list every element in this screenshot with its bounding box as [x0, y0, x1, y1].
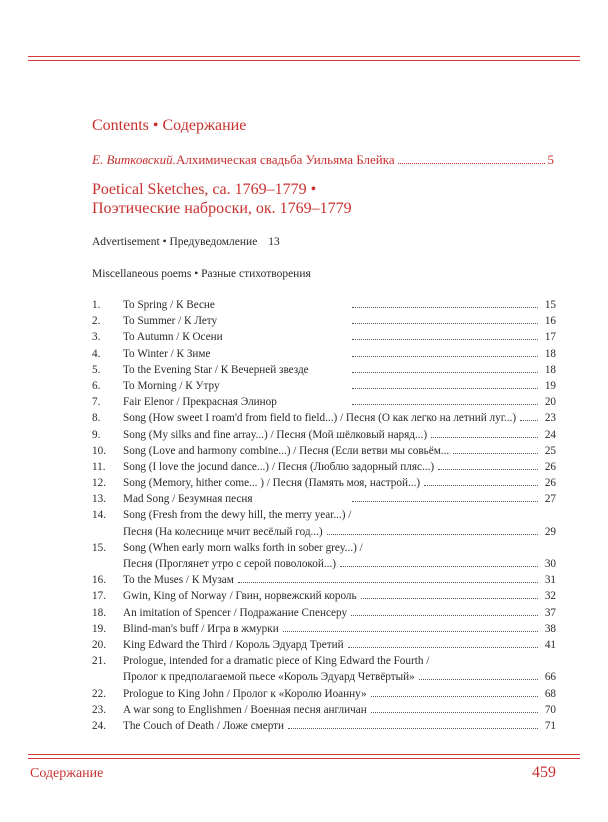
dot-leader [371, 712, 538, 713]
entry-title: Песня (На колеснице мчит весёлый год...) [123, 525, 323, 538]
entry-number: 2. [92, 315, 101, 328]
dot-leader [340, 566, 538, 567]
toc-entry[interactable] [92, 574, 556, 590]
dot-leader [283, 631, 538, 632]
dot-leader [352, 356, 538, 357]
section-title [92, 180, 532, 218]
entry-title: Blind-man's buff / Игра в жмурки [123, 622, 279, 635]
entry-page: 66 [544, 671, 556, 684]
entry-title: An imitation of Spencer / Подражание Спенсеру [123, 606, 348, 619]
toc-entry[interactable] [92, 348, 556, 364]
entry-title: To Spring / К Весне [123, 299, 215, 311]
dot-leader [398, 163, 545, 164]
dot-leader [520, 420, 538, 421]
entry-title: To Summer / К Лету [123, 315, 218, 328]
entry-number: 5. [92, 363, 101, 376]
entry-page: 16 [544, 315, 556, 328]
toc-entry[interactable] [92, 396, 556, 412]
entry-number: 15. [92, 541, 106, 554]
toc-entry[interactable] [92, 590, 556, 606]
entry-number: 24. [92, 719, 106, 732]
intro-author: Е. Витковский. [92, 152, 176, 167]
toc-entry[interactable] [92, 704, 556, 720]
entry-page: 17 [544, 331, 556, 344]
dot-leader [352, 501, 538, 502]
dot-leader [419, 679, 538, 680]
toc-entry[interactable] [92, 542, 556, 558]
advertisement-page: 13 [268, 236, 280, 248]
toc-entry[interactable] [92, 429, 556, 445]
entry-number: 1. [92, 299, 101, 311]
entry-page: 25 [544, 444, 556, 457]
toc-entry[interactable] [92, 331, 556, 347]
entry-number: 11. [92, 460, 106, 473]
toc-entry[interactable] [92, 445, 556, 461]
entry-title: Gwin, King of Norway / Гвин, норвежский король [123, 590, 357, 603]
entry-title: Песня (Проглянет утро с серой поволокой...) [123, 558, 336, 570]
entry-page: 29 [544, 525, 556, 538]
dot-leader [371, 696, 538, 697]
dot-leader [352, 323, 538, 324]
entry-page: 23 [544, 412, 556, 425]
top-rule [28, 56, 580, 57]
entry-number: 19. [92, 622, 106, 635]
entry-page: 41 [544, 638, 556, 651]
entry-number: 17. [92, 590, 106, 603]
entry-title: To Autumn / К Осени [123, 331, 223, 344]
entry-page: 26 [544, 460, 556, 473]
entry-page: 68 [544, 687, 556, 700]
dot-leader [348, 647, 538, 648]
entry-page: 24 [544, 428, 556, 441]
bottom-rule-inner [28, 758, 580, 759]
dot-leader [238, 582, 538, 583]
toc-entry[interactable] [92, 461, 556, 477]
entry-title: The Couch of Death / Ложе смерти [123, 719, 285, 732]
entry-page: 19 [544, 379, 556, 392]
dot-leader [352, 372, 538, 373]
dot-leader [438, 469, 538, 470]
entry-title: Song (Love and harmony combine...) / Песня (Если ветви мы совьём... [123, 444, 450, 457]
entry-title: Song (Fresh from the dewy hill, the merry year...) / [123, 509, 352, 522]
intro-title: Алхимическая свадьба Уильяма Блейка [175, 152, 395, 167]
entry-page: 27 [544, 493, 556, 506]
toc-entry[interactable] [92, 477, 556, 493]
top-rule-inner [28, 60, 580, 61]
toc-entry[interactable] [92, 639, 556, 655]
entry-number: 3. [92, 331, 101, 344]
toc-entry[interactable] [92, 688, 556, 704]
footer-running-title: Содержание [30, 766, 104, 781]
entry-number: 20. [92, 638, 106, 651]
dot-leader [453, 453, 538, 454]
entry-number: 18. [92, 606, 106, 619]
contents-title: Contents • Содержание [92, 117, 247, 134]
entry-number: 7. [92, 396, 101, 409]
entry-title: King Edward the Third / Король Эдуард Третий [123, 638, 344, 651]
entry-title: Song (Memory, hither come... ) / Песня (Память моя, настрой...) [123, 477, 421, 490]
entry-title: To Morning / К Утру [123, 379, 220, 392]
entry-page: 38 [544, 622, 556, 635]
toc-entry[interactable] [92, 412, 556, 428]
dot-leader [424, 485, 538, 486]
intro-entry[interactable] [92, 152, 554, 168]
entry-number: 16. [92, 574, 106, 587]
toc-entry[interactable] [92, 493, 556, 509]
toc-entry[interactable] [92, 720, 556, 736]
toc-entry[interactable] [92, 607, 556, 623]
entry-number: 22. [92, 687, 106, 700]
entry-number: 8. [92, 412, 101, 425]
entry-number: 13. [92, 493, 106, 506]
dot-leader [352, 388, 538, 389]
entry-page: 70 [544, 703, 556, 716]
entry-title: To the Muses / К Музам [123, 574, 234, 587]
entry-title: Fair Elenor / Прекрасная Элинор [123, 396, 277, 409]
bottom-rule [28, 754, 580, 755]
section-title-en: Poetical Sketches, ca. 1769–1779 • [92, 181, 317, 198]
entry-page: 15 [544, 299, 556, 311]
entry-title: Prologue, intended for a dramatic piece of King Edward the Fourth / [123, 655, 430, 668]
entry-page: 31 [544, 574, 556, 587]
dot-leader [431, 437, 538, 438]
entry-page: 20 [544, 396, 556, 409]
entry-page: 18 [544, 363, 556, 376]
advertisement-label: Advertisement • Предуведомление [92, 236, 258, 248]
toc-entry[interactable] [92, 509, 556, 525]
toc-entry[interactable] [92, 526, 556, 542]
page-number: 459 [532, 764, 556, 781]
dot-leader [352, 307, 538, 308]
entry-title: Song (I love the jocund dance...) / Песня (Люблю задорный пляс...) [123, 460, 435, 473]
dot-leader [352, 339, 538, 340]
entry-title: To Winter / К Зиме [123, 347, 211, 360]
entry-title: Пролог к предполагаемой пьесе «Король Эдуард Четвёртый» [123, 671, 415, 684]
dot-leader [288, 728, 538, 729]
entry-title: Song (My silks and fine array...) / Песня (Мой шёлковый наряд...) [123, 428, 428, 441]
toc-list [92, 299, 556, 736]
entry-title: Mad Song / Безумная песня [123, 493, 253, 506]
toc-entry[interactable] [92, 380, 556, 396]
entry-title: Song (How sweet I roam'd from field to field...) / Песня (О как легко на летний луг...) [123, 412, 517, 425]
entry-number: 10. [92, 444, 106, 457]
entry-page: 18 [544, 347, 556, 360]
section-title-ru: Поэтические наброски, ок. 1769–1779 [92, 200, 352, 217]
advertisement-entry[interactable] [92, 236, 280, 248]
toc-entry[interactable] [92, 364, 556, 380]
entry-number: 12. [92, 477, 106, 490]
toc-entry[interactable] [92, 299, 556, 315]
intro-page: 5 [547, 152, 554, 167]
entry-page: 37 [544, 606, 556, 619]
entry-title: Prologue to King John / Пролог к «Королю Иоанну» [123, 687, 367, 700]
entry-page: 71 [544, 719, 556, 732]
entry-number: 4. [92, 347, 101, 360]
entry-title: Song (When early morn walks forth in sober grey...) / [123, 541, 363, 554]
dot-leader [361, 598, 538, 599]
entry-number: 9. [92, 428, 101, 441]
misc-heading: Miscellaneous poems • Разные стихотворения [92, 268, 311, 280]
toc-entry[interactable] [92, 655, 556, 671]
entry-page: 30 [544, 558, 556, 570]
dot-leader [327, 534, 538, 535]
entry-number: 14. [92, 509, 106, 522]
entry-page: 32 [544, 590, 556, 603]
dot-leader [352, 404, 538, 405]
toc-entry[interactable] [92, 315, 556, 331]
entry-number: 23. [92, 703, 106, 716]
dot-leader [351, 615, 538, 616]
toc-entry[interactable] [92, 671, 556, 687]
toc-entry[interactable] [92, 558, 556, 574]
toc-entry[interactable] [92, 623, 556, 639]
entry-title: A war song to Englishmen / Военная песня англичан [123, 703, 367, 716]
entry-number: 6. [92, 379, 101, 392]
entry-title: To the Evening Star / К Вечерней звезде [123, 363, 309, 376]
entry-number: 21. [92, 655, 106, 668]
entry-page: 26 [544, 477, 556, 490]
